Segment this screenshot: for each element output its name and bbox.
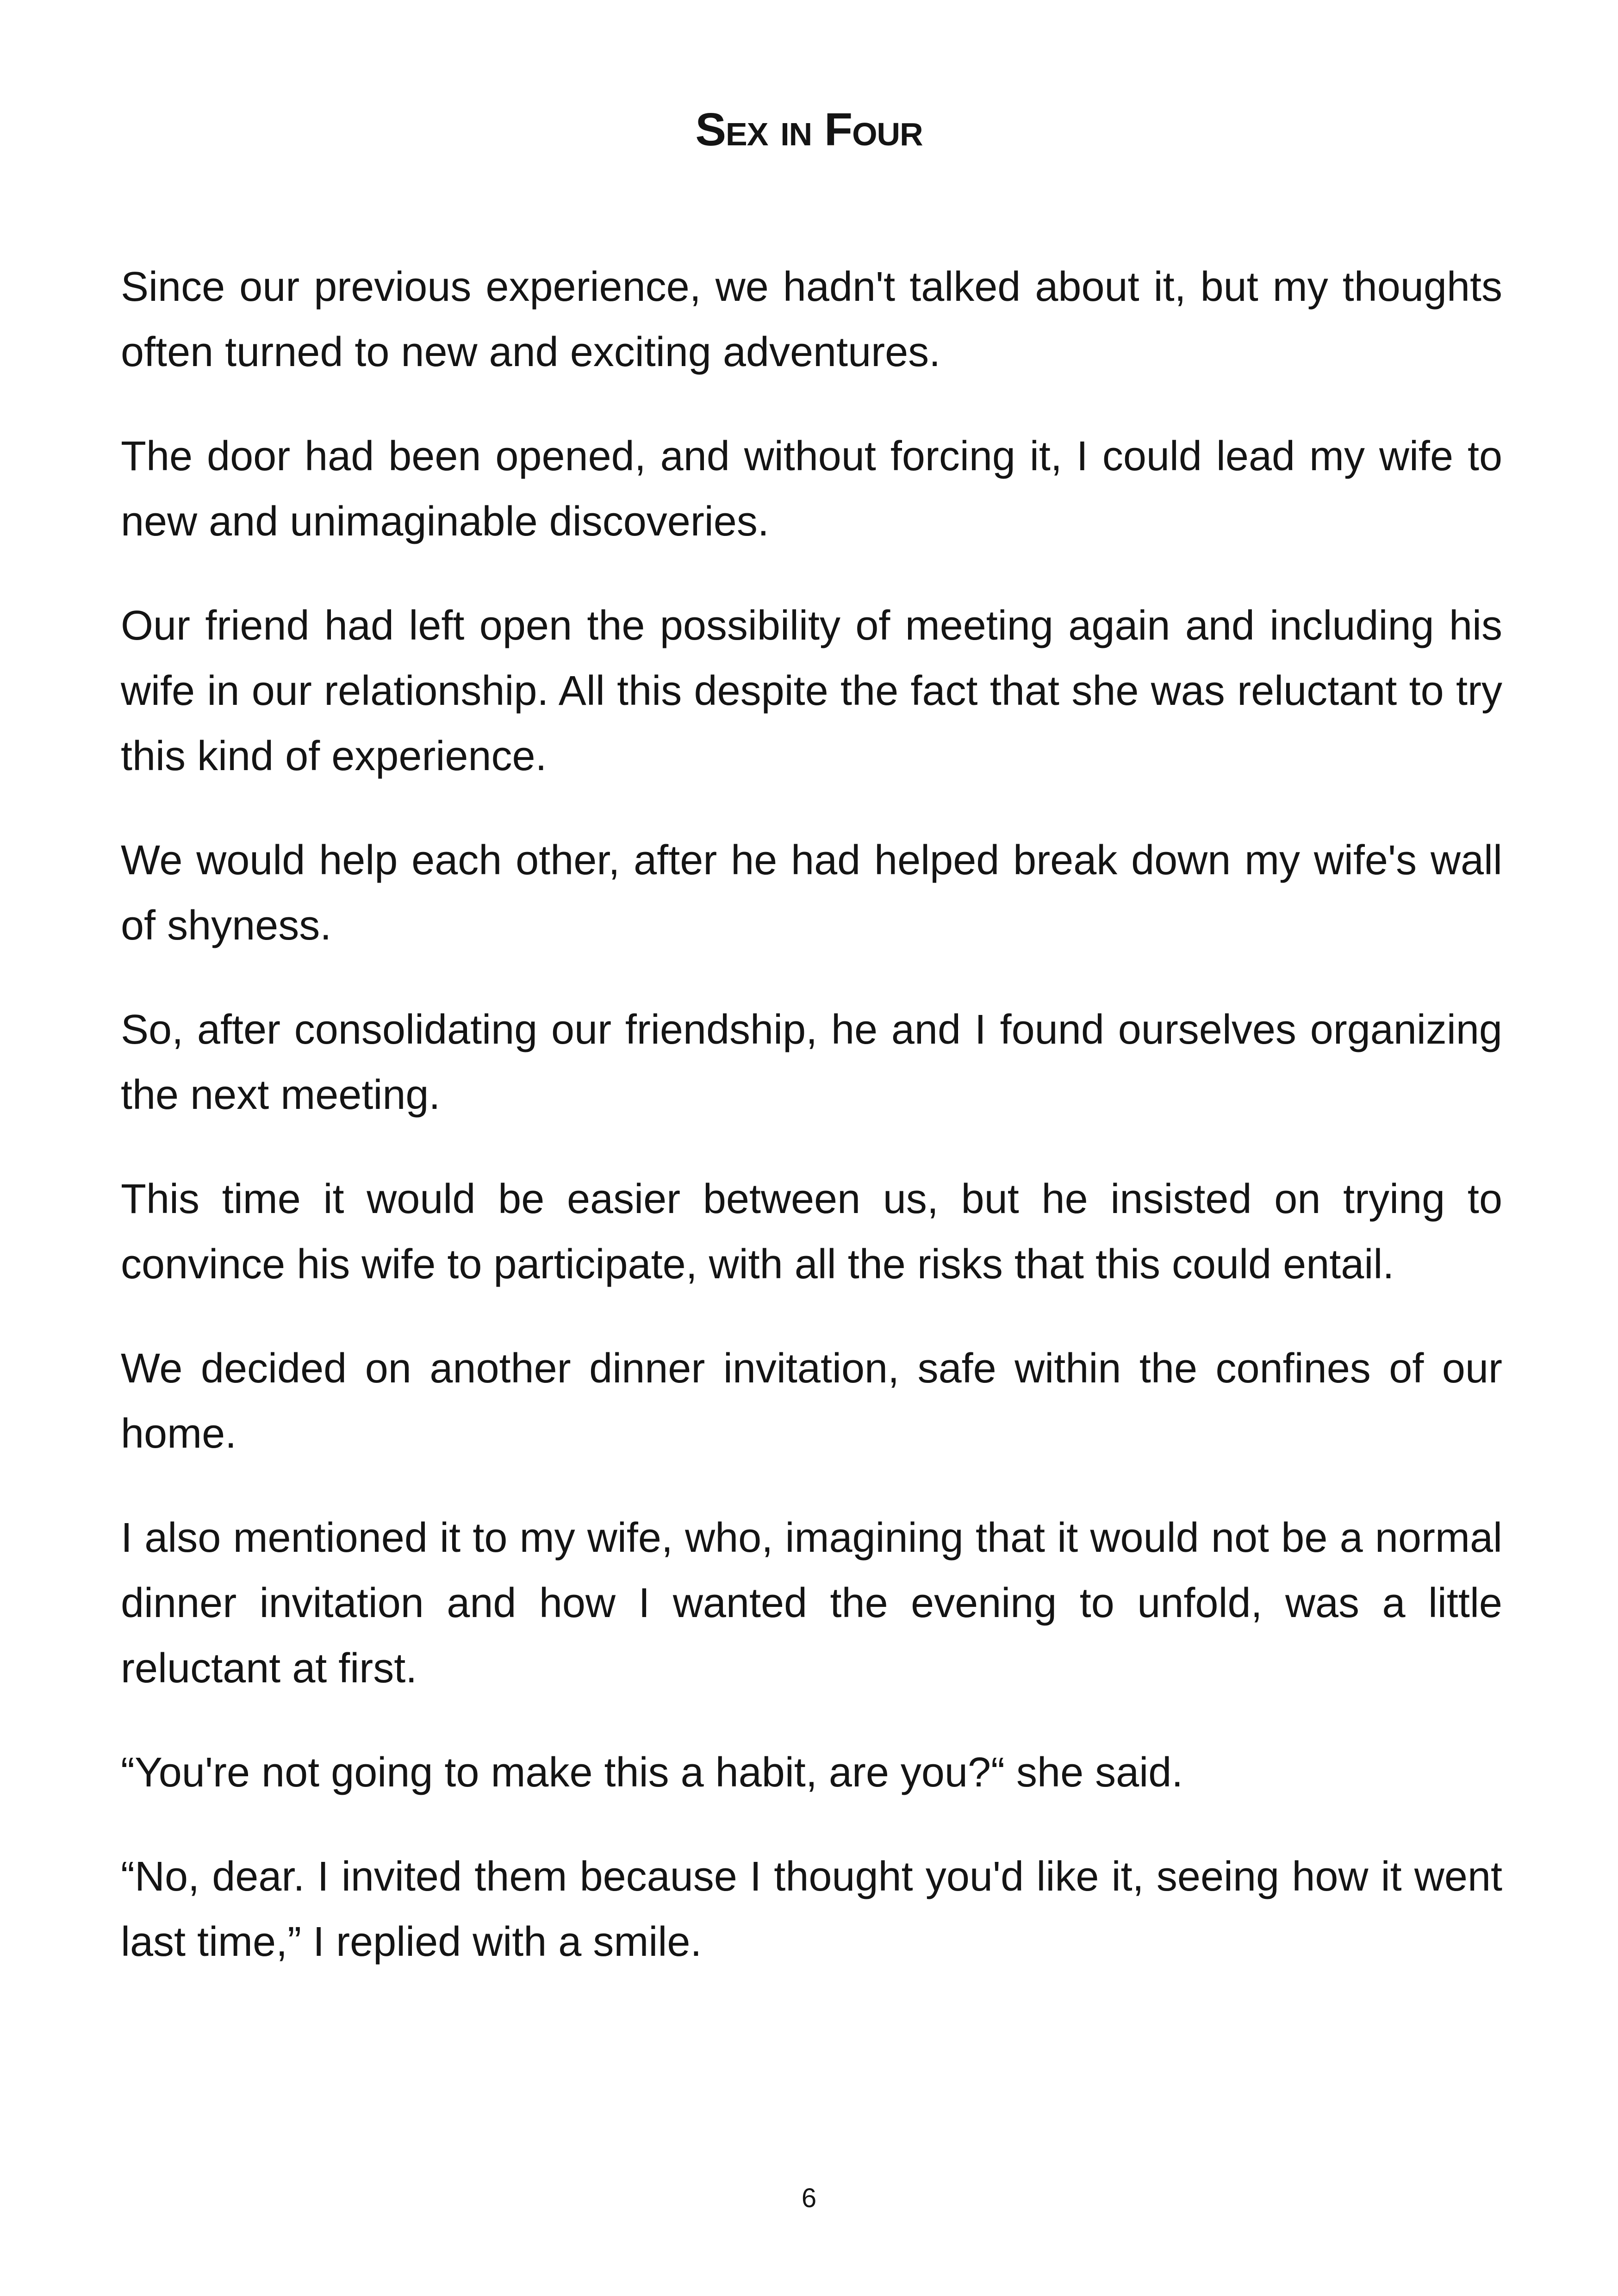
paragraph: Our friend had left open the possibility of meeting again and including his wife in our relationship. All this despite the fact that she was reluctant to try this kind of experience.	[121, 603, 1502, 779]
chapter-body	[121, 255, 1502, 2014]
chapter-title: Sex in Four	[695, 104, 923, 156]
paragraph: This time it would be easier between us, but he insisted on trying to convince his wife to participate, with all the risks that this could entail.	[121, 1176, 1502, 1288]
paragraph: I also mentioned it to my wife, who, imagining that it would not be a normal dinner invitation and how I wanted the evening to unfold, was a little reluctant at first.	[121, 1515, 1502, 1692]
paragraph: So, after consolidating our friendship, he and I found ourselves organizing the next meeting.	[121, 1007, 1502, 1118]
paragraph: “No, dear. I invited them because I thought you'd like it, seeing how it went last time,” I replied with a smile.	[121, 1854, 1502, 1965]
paragraph: We decided on another dinner invitation, safe within the confines of our home.	[121, 1345, 1502, 1457]
paragraph: Since our previous experience, we hadn't talked about it, but my thoughts often turned to new and exciting adventures.	[121, 264, 1502, 375]
page-number: 6	[801, 2183, 817, 2213]
paragraph: “You're not going to make this a habit, are you?“ she said.	[121, 1749, 1183, 1796]
paragraph: The door had been opened, and without forcing it, I could lead my wife to new and unimaginable discoveries.	[121, 433, 1502, 545]
paragraph: We would help each other, after he had helped break down my wife's wall of shyness.	[121, 837, 1502, 949]
